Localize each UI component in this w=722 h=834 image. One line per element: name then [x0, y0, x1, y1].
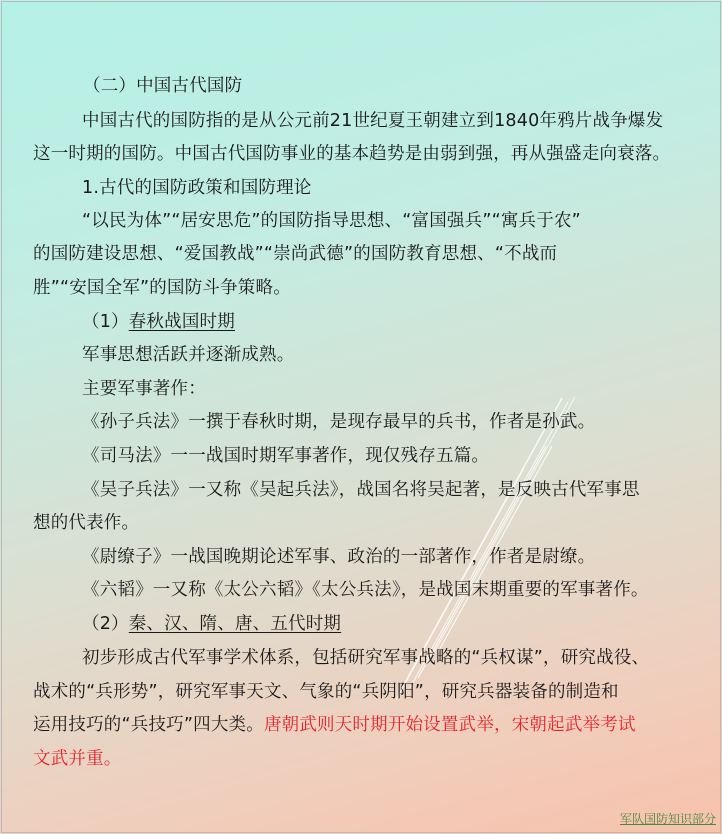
book-entry: 想的代表作。 [33, 513, 140, 533]
paragraph-line: 军事思想活跃并逐渐成熟。 [82, 345, 295, 365]
book-entry: 《吴子兵法》一又称《吴起兵法》，战国名将吴起著，是反映古代军事思 [82, 480, 640, 500]
paragraph-line [33, 748, 122, 770]
subsection-heading: 1.古代的国防政策和国防理论 [82, 178, 312, 198]
paragraph-line: 中国古代的国防指的是从公元前21世纪夏王朝建立到1840年鸦片战争爆发 [82, 111, 664, 131]
paragraph-line: 运用技巧的“兵技巧”四大类。唐朝武则天时期开始设置武举，宋朝起武举考试 [33, 715, 636, 735]
highlight-text: 唐朝武则天时期开始设置武举，宋朝起武举考试 [263, 715, 636, 735]
book-entry: 《司马法》一一战国时期军事著作，现仅残存五篇。 [82, 446, 490, 466]
paragraph-line: 主要军事著作： [82, 379, 206, 399]
book-entry: 《六韬》一又称《太公六韬》《太公兵法》，是战国末期重要的军事著作。 [82, 580, 649, 600]
paragraph-line: “以民为体”“居安思危”的国防指导思想、“富国强兵”“寓兵于农” [82, 211, 581, 231]
book-entry: 《孙子兵法》一撰于春秋时期，是现存最早的兵书，作者是孙武。 [82, 412, 596, 432]
period-heading-qin-han: （2）秦、汉、隋、唐、五代时期 [82, 614, 342, 634]
highlight-text: 文武并重。 [33, 749, 122, 769]
paragraph-line: 胜”“安国全军”的国防斗争策略。 [33, 278, 291, 298]
book-entry: 《尉缭子》一战国晚期论述军事、政治的一部著作，作者是尉缭。 [82, 547, 596, 567]
paragraph-line: 这一时期的国防。中国古代国防事业的基本趋势是由弱到强，再从强盛走向衰落。 [33, 144, 671, 164]
paragraph-line: 初步形成古代军事学术体系，包括研究军事战略的“兵权谋”，研究战役、 [82, 648, 650, 668]
section-heading: （二）中国古代国防 [83, 76, 243, 96]
footer-link[interactable]: 军队国防知识部分 [619, 812, 716, 826]
paragraph-line: 战术的“兵形势”，研究军事天文、气象的“兵阴阳”，研究兵器装备的制造和 [33, 682, 619, 702]
period-heading-spring-autumn: （1）春秋战国时期 [82, 312, 235, 332]
paragraph-line: 的国防建设思想、“爱国教战”“崇尚武德”的国防教育思想、“不战而 [33, 244, 558, 264]
